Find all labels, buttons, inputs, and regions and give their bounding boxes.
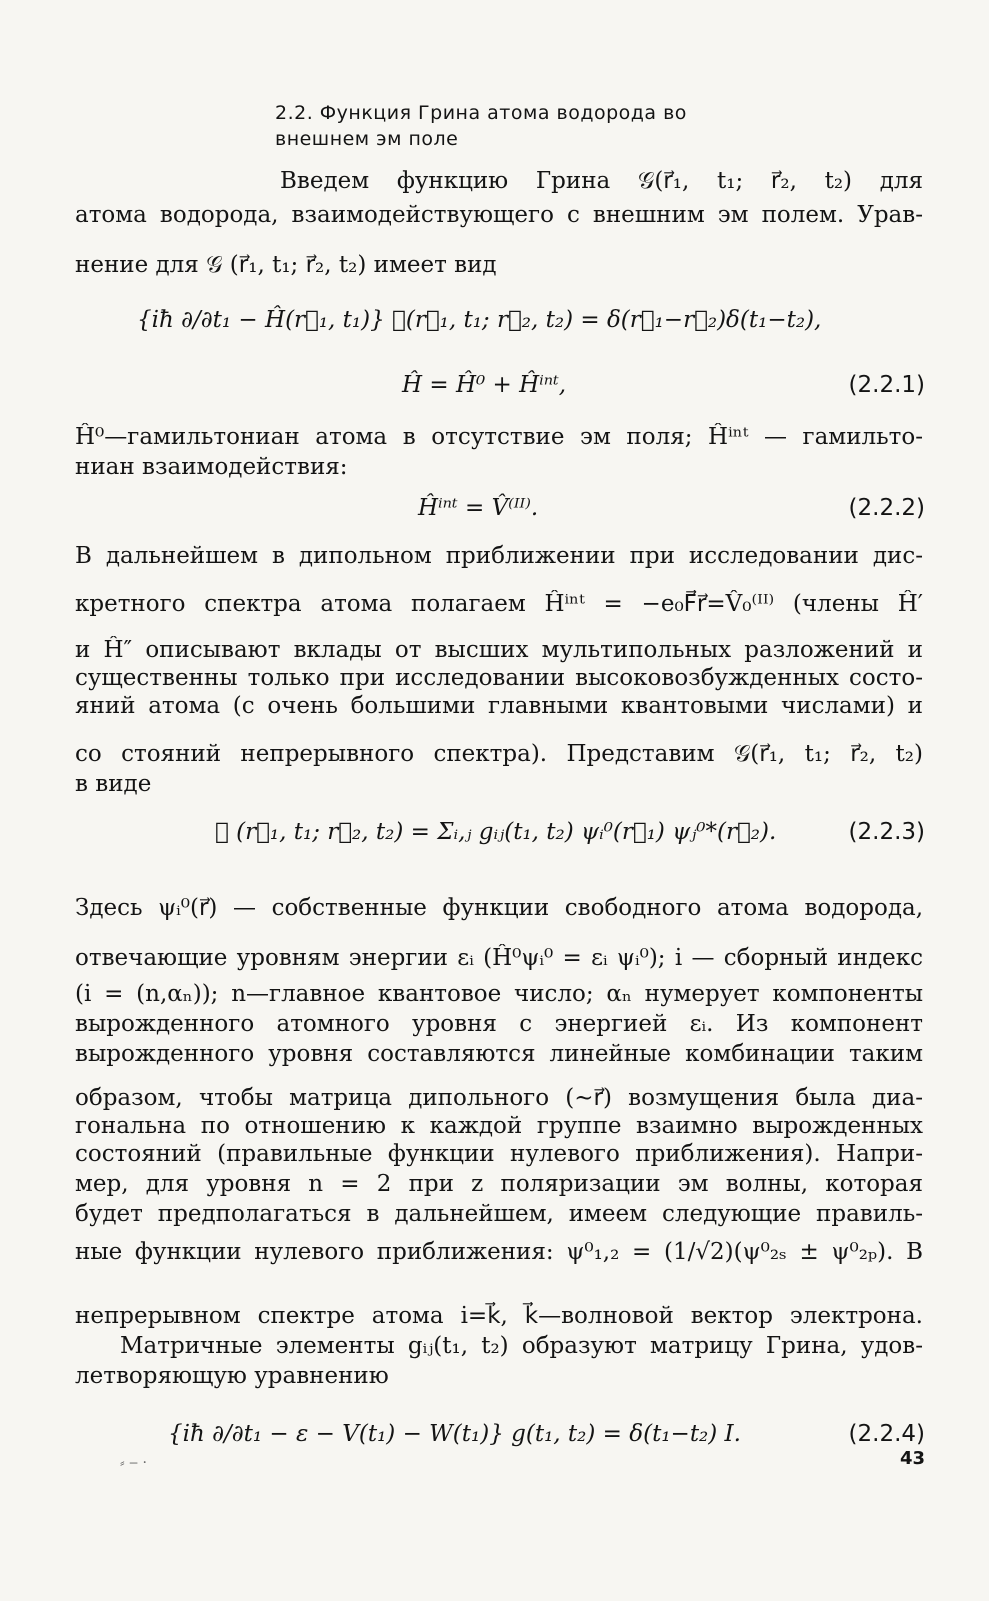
text-line: образом, чтобы матрица дипольного (∼r⃗) возмущения была диа- [75, 1085, 923, 1111]
print-mark: ⸗ ‒ · [120, 1455, 147, 1471]
text-line: мер, для уровня n = 2 при z поляризации эм волны, которая [75, 1171, 923, 1197]
page-number: 43 [900, 1448, 926, 1469]
text-line: со стояний непрерывного спектра). Представим 𝒢(r⃗₁, t₁; r⃗₂, t₂) [75, 741, 923, 767]
green-function-equation: {iħ ∂/∂t₁ − Ĥ(r⃗₁, t₁)} 𝒢(r⃗₁, t₁; r⃗₂, t₂) = δ(r⃗₁−r⃗₂)δ(t₁−t₂), [137, 307, 822, 333]
text-line: кретного спектра атома полагаем Ĥⁱⁿᵗ = −e₀F⃗r⃗=V̂₀⁽ᴵᴵ⁾ (члены Ĥ′ [75, 591, 923, 617]
text-line: и Ĥ″ описывают вклады от высших мультипольных разложений и [75, 637, 923, 663]
text-line: Ĥ⁰—гамильтониан атома в отсутствие эм поля; Ĥⁱⁿᵗ — гамильто- [75, 424, 923, 450]
text-line: летворяющую уравнению [75, 1363, 389, 1389]
text-line: в виде [75, 771, 152, 797]
equation-number: (2.2.1) [848, 372, 925, 398]
equation-2-2-2: Ĥⁱⁿᵗ = V̂⁽ᴵᴵ⁾. [418, 495, 539, 521]
text-line: существенны только при исследовании высоковозбужденных состо- [75, 665, 923, 691]
equation-2-2-3: 𝒢 (r⃗₁, t₁; r⃗₂, t₂) = Σᵢ,ⱼ gᵢⱼ(t₁, t₂) ψᵢ⁰(r⃗₁) ψⱼ⁰*(r⃗₂). [215, 819, 777, 845]
text-line: отвечающие уровням энергии εᵢ (Ĥ⁰ψᵢ⁰ = εᵢ ψᵢ⁰); i — сборный индекс [75, 945, 923, 971]
text-line: будет предполагаться в дальнейшем, имеем следующие правиль- [75, 1201, 923, 1227]
text-line: непрерывном спектре атома i=k⃗, k⃗—волновой вектор электрона. [75, 1303, 923, 1329]
text-line: яний атома (с очень большими главными квантовыми числами) и [75, 693, 923, 719]
text-line: (i = (n,αₙ)); n—главное квантовое число; αₙ нумерует компоненты [75, 981, 923, 1007]
text-line: Матричные элементы gᵢⱼ(t₁, t₂) образуют матрицу Грина, удов- [120, 1333, 923, 1359]
text-line: нение для 𝒢 (r⃗₁, t₁; r⃗₂, t₂) имеет вид [75, 252, 497, 278]
text-line: ниан взаимодействия: [75, 454, 348, 480]
equation-number: (2.2.4) [848, 1421, 925, 1447]
text-line: Здесь ψᵢ⁰(r⃗) — собственные функции свободного атома водорода, [75, 895, 923, 921]
text-line: ные функции нулевого приближения: ψ⁰₁,₂ = (1/√2)(ψ⁰₂ₛ ± ψ⁰₂ₚ). В [75, 1239, 923, 1265]
section-title: 2.2. Функция Грина атома водорода во внешнем эм поле [275, 102, 687, 150]
equation-2-2-1: Ĥ = Ĥ⁰ + Ĥⁱⁿᵗ, [402, 372, 567, 398]
equation-number: (2.2.3) [848, 819, 925, 845]
text-line: состояний (правильные функции нулевого приближения). Напри- [75, 1141, 923, 1167]
text-line: гональна по отношению к каждой группе взаимно вырожденных [75, 1113, 923, 1139]
equation-2-2-4: {iħ ∂/∂t₁ − ε − V(t₁) − W(t₁)} g(t₁, t₂) = δ(t₁−t₂) I. [168, 1421, 741, 1447]
text-line: атома водорода, взаимодействующего с внешним эм полем. Урав- [75, 202, 923, 228]
text-line: В дальнейшем в дипольном приближении при исследовании дис- [75, 543, 923, 569]
text-line: вырожденного атомного уровня с энергией εᵢ. Из компонент [75, 1011, 923, 1037]
equation-number: (2.2.2) [848, 495, 925, 521]
text-line: Введем функцию Грина 𝒢(r⃗₁, t₁; r⃗₂, t₂) для [280, 168, 923, 194]
text-line: вырожденного уровня составляются линейные комбинации таким [75, 1041, 923, 1067]
